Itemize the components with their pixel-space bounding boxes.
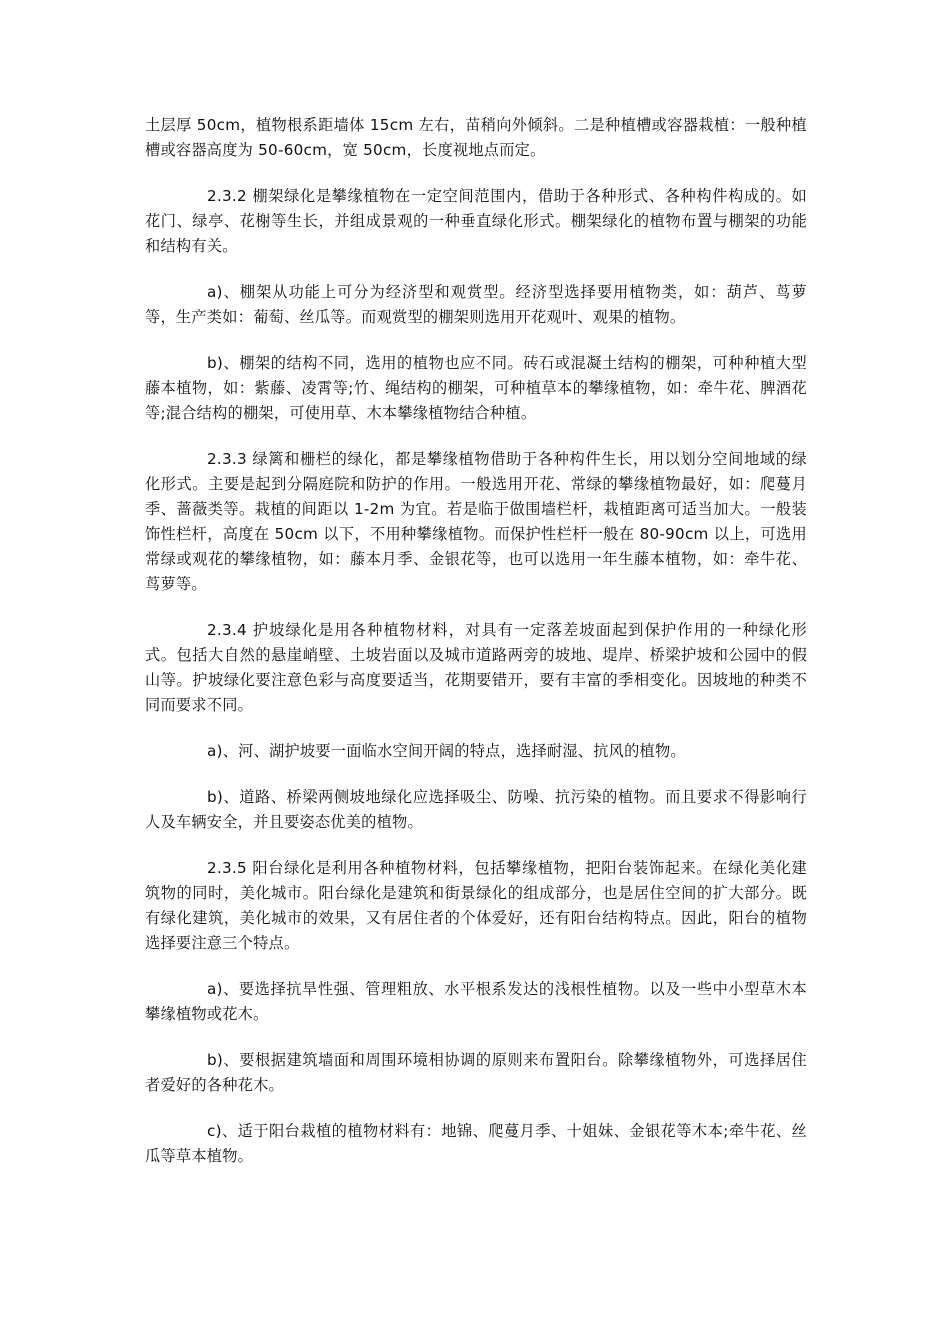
paragraph-2-3-2-b: b)、棚架的结构不同，选用的植物也应不同。砖石或混凝土结构的棚架，可种种植大型藤本植物，如：紫藤、凌霄等;竹、绳结构的棚架，可种植草本的攀缘植物，如：牵牛花、脾酒花等;混合结构的棚架，可使用草、木本攀缘植物结合种植。 [145, 354, 807, 422]
paragraph-2-3-5: 2.3.5 阳台绿化是利用各种植物材料，包括攀缘植物，把阳台装饰起来。在绿化美化建筑物的同时，美化城市。阳台绿化是建筑和街景绿化的组成部分，也是居住空间的扩大部分。既有绿化建筑，美化城市的效果，又有居住者的个体爱好，还有阳台结构特点。因此，阳台的植物选择要注意三个特点。 [145, 859, 807, 952]
paragraph-2-3-5-a: a)、要选择抗旱性强、管理粗放、水平根系发达的浅根性植物。以及一些中小型草木本攀缘植物或花木。 [145, 980, 807, 1023]
paragraph-2-3-3: 2.3.3 绿篱和栅栏的绿化，都是攀缘植物借助于各种构件生长，用以划分空间地域的绿化形式。主要是起到分隔庭院和防护的作用。一般选用开花、常绿的攀缘植物最好，如：爬蔓月季、蔷薇类等。栽植的间距以 1-2m 为宜。若是临于做围墙栏杆，栽植距离可适当加大。一般装饰性栏杆，高度在 50cm 以下，不用种攀缘植物。而保护性栏杆一般在 80-90cm 以上，可选用常绿或观花的攀缘植物，如：藤本月季、金银花等，也可以选用一年生藤本植物，如：牵牛花、茑萝等。 [145, 450, 807, 593]
document-body [145, 113, 807, 1190]
paragraph-2-3-4-a: a)、河、湖护坡要一面临水空间开阔的特点，选择耐湿、抗风的植物。 [207, 742, 686, 760]
paragraph-continuation: 土层厚 50cm，植物根系距墙体 15cm 左右，苗稍向外倾斜。二是种植槽或容器栽植：一般种植槽或容器高度为 50-60cm，宽 50cm，长度视地点而定。 [145, 116, 807, 159]
paragraph-2-3-2-a: a)、棚架从功能上可分为经济型和观赏型。经济型选择要用植物类，如：葫芦、茑萝等，生产类如：葡萄、丝瓜等。而观赏型的棚架则选用开花观叶、观果的植物。 [145, 283, 807, 326]
paragraph-2-3-5-b: b)、要根据建筑墙面和周围环境相协调的原则来布置阳台。除攀缘植物外，可选择居住者爱好的各种花木。 [145, 1051, 807, 1094]
paragraph-2-3-4-b: b)、道路、桥梁两侧坡地绿化应选择吸尘、防噪、抗污染的植物。而且要求不得影响行人及车辆安全，并且要姿态优美的植物。 [145, 788, 807, 831]
paragraph-2-3-4: 2.3.4 护坡绿化是用各种植物材料，对具有一定落差坡面起到保护作用的一种绿化形式。包括大自然的悬崖峭壁、土坡岩面以及城市道路两旁的坡地、堤岸、桥梁护坡和公园中的假山等。护坡绿化要注意色彩与高度要适当，花期要错开，要有丰富的季相变化。因坡地的种类不同而要求不同。 [145, 621, 807, 714]
paragraph-2-3-2: 2.3.2 棚架绿化是攀缘植物在一定空间范围内，借助于各种形式、各种构件构成的。如花门、绿亭、花榭等生长，并组成景观的一种垂直绿化形式。棚架绿化的植物布置与棚架的功能和结构有关。 [145, 187, 807, 255]
paragraph-2-3-5-c: c)、适于阳台栽植的植物材料有：地锦、爬蔓月季、十姐妹、金银花等木本;牵牛花、丝瓜等草本植物。 [145, 1122, 807, 1165]
